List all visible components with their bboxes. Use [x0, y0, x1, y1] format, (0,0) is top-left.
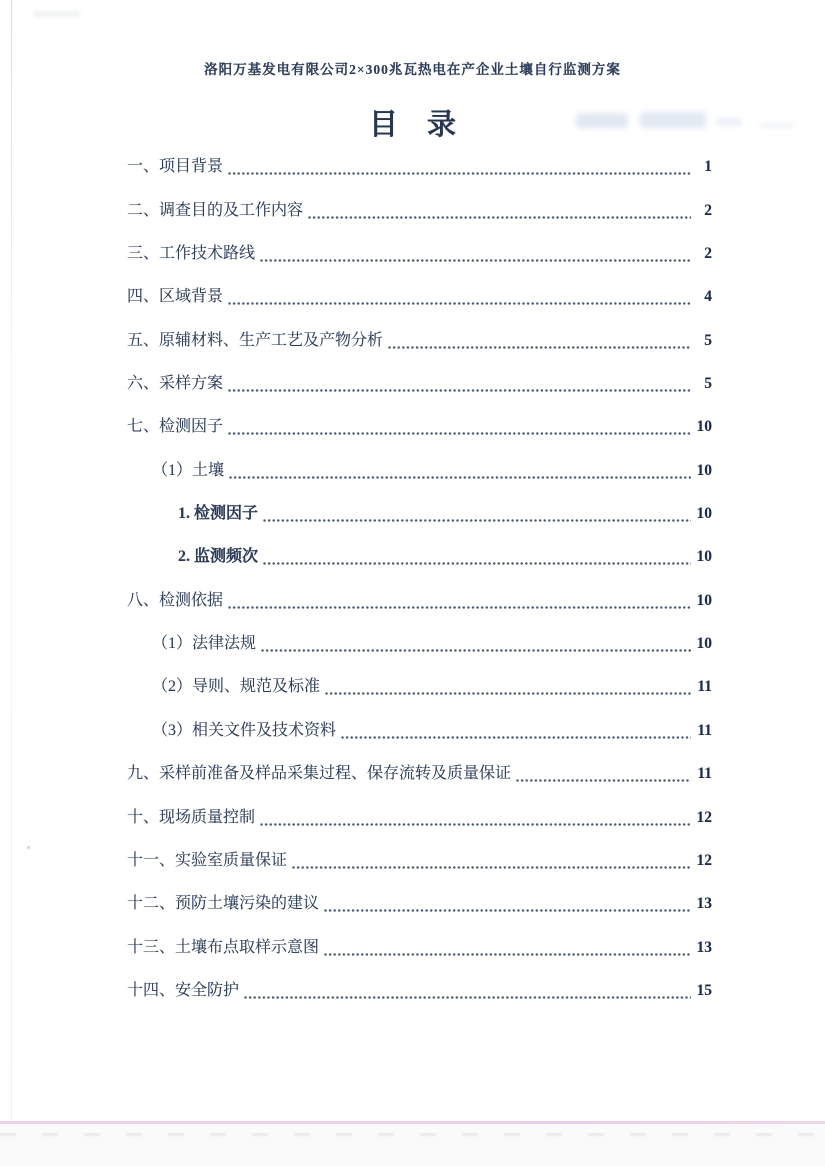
toc-entry-label: 1. 检测因子	[178, 505, 259, 523]
toc-entry-label: 十三、土壤布点取样示意图	[127, 938, 320, 956]
toc-leader-dots	[229, 460, 691, 482]
toc-page-number: 11	[697, 721, 712, 739]
toc-leader-dots	[308, 200, 691, 222]
toc-entry	[127, 839, 712, 882]
toc-page-number: 10	[696, 461, 712, 479]
toc-leader-dots	[324, 937, 691, 959]
toc-page-number: 5	[704, 375, 712, 393]
toc-leader-dots	[341, 720, 691, 742]
toc-page-number: 10	[696, 591, 712, 609]
toc-entry	[127, 188, 712, 231]
toc-entry	[127, 665, 712, 708]
toc-entry-label: （1）法律法规	[152, 635, 257, 653]
toc-entry	[127, 535, 712, 578]
toc-page-number: 13	[696, 895, 712, 913]
toc-page-number: 10	[696, 635, 712, 653]
toc-entry-label: （1）土壤	[152, 461, 225, 479]
toc-leader-dots	[263, 503, 691, 525]
toc-leader-dots	[388, 330, 691, 352]
toc-entry-label: 二、调查目的及工作内容	[127, 201, 304, 219]
scan-smudge	[34, 12, 80, 16]
scan-bottom-dashes	[0, 1133, 825, 1136]
page-bottom-edge-tint	[0, 1124, 825, 1166]
toc-leader-dots	[228, 156, 691, 178]
toc-entry	[127, 578, 712, 621]
toc-entry-label: 四、区域背景	[127, 288, 224, 306]
toc-leader-dots	[261, 633, 691, 655]
toc-list	[127, 145, 712, 1012]
toc-leader-dots	[324, 893, 691, 915]
toc-entry	[127, 925, 712, 968]
toc-entry	[127, 882, 712, 925]
toc-leader-dots	[260, 243, 691, 265]
toc-entry-label: 九、采样前准备及样品采集过程、保存流转及质量保证	[127, 765, 512, 783]
toc-page-number: 13	[696, 938, 712, 956]
toc-page-number: 1	[704, 158, 712, 176]
toc-entry	[127, 362, 712, 405]
toc-entry-label: 六、采样方案	[127, 375, 224, 393]
toc-page-number: 5	[704, 331, 712, 349]
toc-entry	[127, 145, 712, 188]
toc-leader-dots	[228, 286, 691, 308]
toc-leader-dots	[228, 373, 691, 395]
toc-page-number: 10	[696, 418, 712, 436]
toc-entry-label: 五、原辅材料、生产工艺及产物分析	[127, 331, 384, 349]
toc-entry-label: 三、工作技术路线	[127, 245, 256, 263]
toc-entry-label: （2）导则、规范及标准	[152, 678, 321, 696]
toc-leader-dots	[244, 980, 691, 1002]
toc-entry	[127, 232, 712, 275]
toc-entry	[127, 795, 712, 838]
toc-entry-label: 七、检测因子	[127, 418, 224, 436]
toc-page-number: 12	[696, 851, 712, 869]
toc-entry-label: 2. 监测频次	[178, 548, 259, 566]
toc-page-number: 11	[697, 678, 712, 696]
toc-leader-dots	[516, 763, 691, 785]
toc-entry-label: 十一、实验室质量保证	[127, 851, 288, 869]
toc-entry	[127, 492, 712, 535]
toc-entry	[127, 969, 712, 1012]
scan-pink-edge-line	[0, 1121, 825, 1124]
toc-entry-label: 八、检测依据	[127, 591, 224, 609]
toc-page-number: 10	[696, 505, 712, 523]
toc-page-number: 12	[696, 808, 712, 826]
toc-leader-dots	[260, 807, 691, 829]
toc-page-number: 11	[697, 765, 712, 783]
scan-edge-line	[11, 0, 12, 1120]
toc-entry	[127, 708, 712, 751]
toc-entry	[127, 622, 712, 665]
document-header-running-title: 洛阳万基发电有限公司2×300兆瓦热电在产企业土壤自行监测方案	[204, 62, 621, 77]
toc-leader-dots	[263, 546, 691, 568]
toc-page-number: 15	[696, 981, 712, 999]
toc-leader-dots	[325, 676, 691, 698]
toc-entry-label: 十、现场质量控制	[127, 808, 256, 826]
toc-page-number: 2	[704, 201, 712, 219]
toc-entry-label: （3）相关文件及技术资料	[152, 721, 337, 739]
toc-leader-dots	[228, 416, 691, 438]
toc-page-number: 4	[704, 288, 712, 306]
toc-leader-dots	[292, 850, 691, 872]
toc-entry	[127, 275, 712, 318]
toc-page-number: 10	[696, 548, 712, 566]
toc-leader-dots	[228, 590, 691, 612]
toc-entry	[127, 405, 712, 448]
toc-entry	[127, 448, 712, 491]
toc-entry-label: 十四、安全防护	[127, 981, 240, 999]
toc-entry	[127, 318, 712, 361]
toc-entry-label: 一、项目背景	[127, 158, 224, 176]
toc-title: 目 录	[368, 109, 456, 141]
toc-entry-label: 十二、预防土壤污染的建议	[127, 895, 320, 913]
scan-speck	[27, 846, 30, 849]
toc-page-number: 2	[704, 245, 712, 263]
toc-entry	[127, 752, 712, 795]
